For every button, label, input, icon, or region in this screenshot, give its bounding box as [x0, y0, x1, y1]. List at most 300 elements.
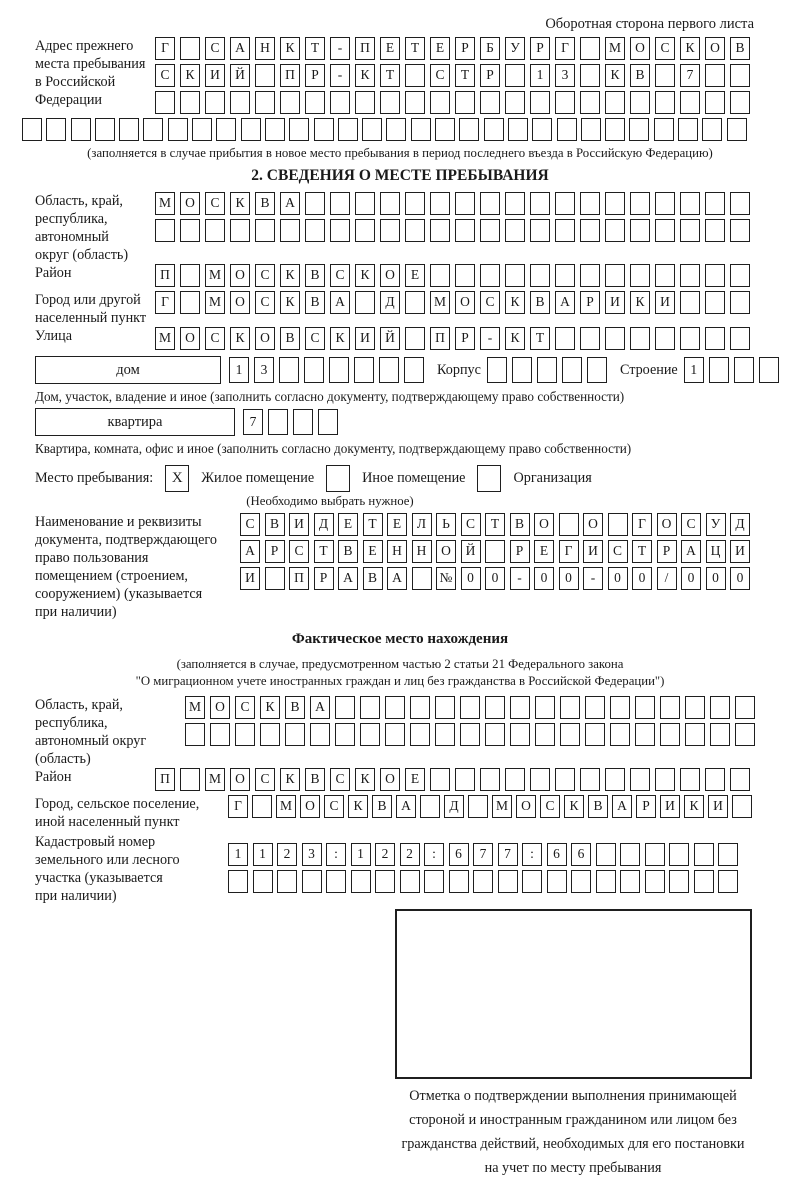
label-line: Адрес прежнего	[35, 38, 134, 54]
char-cell-empty	[468, 795, 488, 818]
char-cell: Р	[510, 540, 530, 563]
label-line: право пользования	[35, 550, 149, 566]
char-cell-empty	[205, 219, 225, 242]
char-cell-empty	[680, 192, 700, 215]
char-cell-empty	[192, 118, 212, 141]
char-cell-empty	[705, 291, 725, 314]
actual-location-title: Фактическое место нахождения	[291, 631, 509, 647]
char-cell: Т	[380, 64, 400, 87]
char-cell-empty	[330, 91, 350, 114]
char-cell-empty	[555, 91, 575, 114]
char-cell: К	[230, 192, 250, 215]
char-cell: И	[289, 513, 309, 536]
char-cell: С	[235, 696, 255, 719]
char-cell: К	[355, 64, 375, 87]
char-cell-empty	[660, 696, 680, 719]
district-label: Район	[35, 265, 72, 281]
char-cell-empty	[379, 357, 399, 383]
char-cell: -	[330, 37, 350, 60]
char-cell: Р	[455, 37, 475, 60]
previous-address-grid	[155, 37, 755, 118]
char-cell-empty	[630, 91, 650, 114]
char-cell-empty	[335, 723, 355, 746]
char-cell-empty	[435, 118, 455, 141]
street-label: Улица	[35, 328, 73, 344]
char-cell-empty	[484, 118, 504, 141]
char-cell: /	[657, 567, 677, 590]
char-cell: С	[540, 795, 560, 818]
char-cell: О	[180, 327, 200, 350]
char-cell: С	[305, 327, 325, 350]
char-cell-empty	[420, 795, 440, 818]
char-cell: 6	[547, 843, 567, 866]
char-cell-empty	[289, 118, 309, 141]
char-cell-empty	[730, 64, 750, 87]
char-cell: Е	[338, 513, 358, 536]
char-cell: 1	[253, 843, 273, 866]
label-line: Область, край,	[35, 193, 123, 209]
actual-region-row-2	[185, 723, 760, 746]
previous-address-section	[0, 37, 800, 162]
char-cell: И	[605, 291, 625, 314]
char-cell: К	[280, 768, 300, 791]
house-row	[35, 356, 800, 384]
caption-line: стороной и иностранным гражданином или лицом без	[409, 1112, 737, 1128]
house-caption: Дом, участок, владение и иное (заполнить согласно документу, подтверждающему право собственности)	[35, 389, 625, 404]
char-cell-empty	[655, 64, 675, 87]
char-cell: №	[436, 567, 456, 590]
stay-type-label: Место пребывания:	[35, 470, 154, 486]
street-row	[35, 327, 800, 354]
char-cell: Е	[405, 264, 425, 287]
char-cell-empty	[610, 696, 630, 719]
char-cell-empty	[180, 219, 200, 242]
char-cell-empty	[705, 192, 725, 215]
char-cell-empty	[305, 219, 325, 242]
cadastral-row-1	[228, 843, 743, 866]
char-cell-empty	[710, 723, 730, 746]
char-cell-empty	[180, 768, 200, 791]
char-cell-empty	[605, 264, 625, 287]
char-cell-empty	[596, 843, 616, 866]
char-cell-empty	[630, 192, 650, 215]
label-line: Область, край,	[35, 697, 123, 713]
char-cell-empty	[449, 870, 469, 893]
document-label	[35, 513, 240, 621]
char-cell-empty	[405, 192, 425, 215]
char-cell-empty	[255, 64, 275, 87]
char-cell-empty	[560, 723, 580, 746]
char-cell-empty	[680, 219, 700, 242]
char-cell-empty	[230, 219, 250, 242]
char-cell: В	[372, 795, 392, 818]
char-cell: К	[355, 768, 375, 791]
street-cells	[155, 327, 755, 350]
char-cell-empty	[404, 357, 424, 383]
char-cell: А	[387, 567, 407, 590]
document-row-1	[240, 513, 755, 536]
char-cell-empty	[596, 870, 616, 893]
char-cell-empty	[71, 118, 91, 141]
prev-address-row-2	[155, 64, 755, 87]
char-cell: И	[708, 795, 728, 818]
label-line: населенный пункт	[35, 310, 147, 326]
cadastral-grid	[228, 833, 743, 897]
char-cell: 0	[706, 567, 726, 590]
char-cell: Р	[265, 540, 285, 563]
char-cell: 0	[485, 567, 505, 590]
char-cell: С	[430, 64, 450, 87]
char-cell: Р	[636, 795, 656, 818]
char-cell: Б	[480, 37, 500, 60]
char-cell-empty	[555, 768, 575, 791]
char-cell: Р	[657, 540, 677, 563]
char-cell-empty	[727, 118, 747, 141]
char-cell-empty	[605, 219, 625, 242]
char-cell: С	[240, 513, 260, 536]
char-cell: Т	[455, 64, 475, 87]
char-cell: В	[363, 567, 383, 590]
cadastral-row	[35, 833, 800, 905]
char-cell: П	[289, 567, 309, 590]
char-cell-empty	[268, 409, 288, 435]
char-cell-empty	[280, 219, 300, 242]
char-cell-empty	[455, 219, 475, 242]
label-line: Федерации	[35, 92, 103, 108]
char-cell-empty	[730, 768, 750, 791]
char-cell: П	[430, 327, 450, 350]
char-cell-empty	[487, 357, 507, 383]
char-cell-empty	[355, 91, 375, 114]
char-cell-empty	[302, 870, 322, 893]
stroenie-cells	[684, 357, 784, 383]
char-cell-empty	[680, 264, 700, 287]
char-cell-empty	[522, 870, 542, 893]
char-cell-empty	[360, 723, 380, 746]
char-cell-empty	[580, 91, 600, 114]
char-cell: И	[355, 327, 375, 350]
char-cell-empty	[705, 768, 725, 791]
char-cell-empty	[505, 192, 525, 215]
char-cell-empty	[329, 357, 349, 383]
char-cell: О	[380, 264, 400, 287]
char-cell: С	[324, 795, 344, 818]
char-cell-empty	[435, 723, 455, 746]
char-cell: 0	[534, 567, 554, 590]
char-cell: 7	[473, 843, 493, 866]
char-cell: 0	[559, 567, 579, 590]
char-cell-empty	[385, 723, 405, 746]
char-cell: И	[205, 64, 225, 87]
char-cell-empty	[555, 264, 575, 287]
char-cell: 2	[400, 843, 420, 866]
char-cell: М	[605, 37, 625, 60]
char-cell: К	[260, 696, 280, 719]
char-cell-empty	[580, 37, 600, 60]
char-cell: Р	[480, 64, 500, 87]
char-cell-empty	[46, 118, 66, 141]
apartment-type-box: квартира	[35, 408, 235, 436]
char-cell-empty	[405, 291, 425, 314]
char-cell: 1	[530, 64, 550, 87]
char-cell-empty	[555, 327, 575, 350]
char-cell-empty	[505, 219, 525, 242]
caption-line: гражданства действий, необходимых для его постановки	[401, 1136, 745, 1152]
char-cell: Л	[412, 513, 432, 536]
char-cell: А	[310, 696, 330, 719]
prev-address-row-1	[155, 37, 755, 60]
char-cell: О	[705, 37, 725, 60]
char-cell-empty	[460, 696, 480, 719]
label-line: сооружением) (указывается	[35, 586, 203, 602]
region-row	[35, 192, 800, 264]
char-cell: М	[185, 696, 205, 719]
char-cell: С	[205, 192, 225, 215]
label-line: Город, сельское поселение,	[35, 796, 200, 812]
char-cell: Т	[405, 37, 425, 60]
char-cell: О	[436, 540, 456, 563]
char-cell: М	[492, 795, 512, 818]
char-cell-empty	[508, 118, 528, 141]
char-cell-empty	[119, 118, 139, 141]
char-cell-empty	[694, 870, 714, 893]
char-cell-empty	[510, 723, 530, 746]
char-cell: К	[505, 327, 525, 350]
char-cell: Н	[255, 37, 275, 60]
char-cell: Й	[461, 540, 481, 563]
char-cell-empty	[480, 768, 500, 791]
char-cell: 1	[684, 357, 704, 383]
char-cell: С	[330, 264, 350, 287]
label-line: в Российской	[35, 74, 116, 90]
char-cell-empty	[405, 219, 425, 242]
char-cell-empty	[412, 567, 432, 590]
char-cell: 0	[632, 567, 652, 590]
actual-district-label: Район	[35, 769, 72, 785]
char-cell-empty	[335, 696, 355, 719]
char-cell: 1	[229, 357, 249, 383]
char-cell: Д	[730, 513, 750, 536]
char-cell-empty	[510, 696, 530, 719]
char-cell: О	[380, 768, 400, 791]
char-cell-empty	[480, 91, 500, 114]
char-cell-empty	[587, 357, 607, 383]
char-cell-empty	[430, 768, 450, 791]
char-cell: Г	[155, 291, 175, 314]
char-cell-empty	[630, 327, 650, 350]
char-cell-empty	[730, 327, 750, 350]
char-cell-empty	[485, 723, 505, 746]
char-cell: М	[205, 768, 225, 791]
char-cell-empty	[279, 357, 299, 383]
char-cell-empty	[580, 64, 600, 87]
char-cell: -	[510, 567, 530, 590]
char-cell-empty	[330, 192, 350, 215]
char-cell-empty	[605, 327, 625, 350]
option-label-other-premises: Иное помещение	[362, 470, 466, 486]
char-cell-empty	[180, 264, 200, 287]
char-cell: С	[255, 768, 275, 791]
char-cell: С	[255, 264, 275, 287]
char-cell-empty	[459, 118, 479, 141]
char-cell: Г	[559, 540, 579, 563]
char-cell: 7	[243, 409, 263, 435]
char-cell-empty	[560, 696, 580, 719]
region-row-2	[155, 219, 755, 242]
char-cell-empty	[680, 291, 700, 314]
char-cell-empty	[360, 696, 380, 719]
char-cell: Ь	[436, 513, 456, 536]
char-cell: У	[505, 37, 525, 60]
char-cell: 1	[228, 843, 248, 866]
char-cell: Р	[530, 37, 550, 60]
char-cell-empty	[581, 118, 601, 141]
region-label	[35, 192, 155, 264]
char-cell-empty	[655, 327, 675, 350]
cadastral-label	[35, 833, 228, 905]
label-line: Кадастровый номер	[35, 834, 156, 850]
label-line: при наличии)	[35, 604, 117, 620]
char-cell-empty	[430, 264, 450, 287]
char-cell: М	[276, 795, 296, 818]
char-cell: Р	[455, 327, 475, 350]
char-cell-empty	[505, 264, 525, 287]
region-grid	[155, 192, 755, 246]
char-cell-empty	[293, 409, 313, 435]
city-cells	[155, 291, 755, 314]
char-cell-empty	[759, 357, 779, 383]
char-cell-empty	[430, 192, 450, 215]
char-cell: О	[255, 327, 275, 350]
char-cell: К	[505, 291, 525, 314]
char-cell-empty	[380, 192, 400, 215]
actual-city-label	[35, 795, 228, 831]
char-cell: 6	[571, 843, 591, 866]
char-cell: С	[255, 291, 275, 314]
document-row-3	[240, 567, 755, 590]
char-cell-empty	[485, 540, 505, 563]
char-cell-empty	[645, 843, 665, 866]
option-label-organization: Организация	[513, 470, 592, 486]
char-cell-empty	[375, 870, 395, 893]
char-cell-empty	[460, 723, 480, 746]
char-cell-empty	[730, 264, 750, 287]
actual-region-label	[35, 696, 185, 768]
char-cell-empty	[535, 696, 555, 719]
char-cell-empty	[629, 118, 649, 141]
char-cell-empty	[680, 327, 700, 350]
label-line: автономный	[35, 229, 109, 245]
char-cell-empty	[705, 327, 725, 350]
char-cell-empty	[228, 870, 248, 893]
label-line: документа, подтверждающего	[35, 532, 217, 548]
char-cell-empty	[435, 696, 455, 719]
char-cell-empty	[405, 327, 425, 350]
char-cell: Д	[444, 795, 464, 818]
char-cell: О	[230, 264, 250, 287]
char-cell-empty	[555, 219, 575, 242]
char-cell-empty	[512, 357, 532, 383]
char-cell-empty	[338, 118, 358, 141]
label-line: места пребывания	[35, 56, 146, 72]
char-cell-empty	[680, 768, 700, 791]
char-cell: У	[706, 513, 726, 536]
char-cell-empty	[285, 723, 305, 746]
char-cell: П	[155, 768, 175, 791]
char-cell-empty	[210, 723, 230, 746]
char-cell: Н	[387, 540, 407, 563]
char-cell: К	[630, 291, 650, 314]
label-line: иной населенный пункт	[35, 814, 180, 830]
char-cell-empty	[405, 91, 425, 114]
cadastral-row-2	[228, 870, 743, 893]
char-cell-empty	[473, 870, 493, 893]
char-cell: Д	[314, 513, 334, 536]
city-row	[35, 291, 800, 327]
char-cell: С	[655, 37, 675, 60]
char-cell-empty	[685, 723, 705, 746]
char-cell: :	[326, 843, 346, 866]
char-cell: Т	[530, 327, 550, 350]
char-cell-empty	[455, 768, 475, 791]
checkbox-other-premises	[326, 465, 350, 492]
char-cell: Ц	[706, 540, 726, 563]
label-line: земельного или лесного	[35, 852, 180, 868]
char-cell-empty	[620, 843, 640, 866]
char-cell-empty	[168, 118, 188, 141]
char-cell: К	[355, 264, 375, 287]
char-cell: :	[522, 843, 542, 866]
char-cell-empty	[330, 219, 350, 242]
actual-city-cells	[228, 795, 756, 818]
prev-address-row-4	[22, 118, 800, 141]
char-cell-empty	[605, 91, 625, 114]
char-cell: Е	[534, 540, 554, 563]
char-cell-empty	[734, 357, 754, 383]
char-cell: Г	[228, 795, 248, 818]
char-cell-empty	[185, 723, 205, 746]
char-cell: А	[612, 795, 632, 818]
label-line: при наличии)	[35, 888, 117, 904]
char-cell: -	[330, 64, 350, 87]
char-cell-empty	[386, 118, 406, 141]
char-cell: А	[240, 540, 260, 563]
char-cell: Й	[230, 64, 250, 87]
char-cell: В	[588, 795, 608, 818]
char-cell-empty	[216, 118, 236, 141]
char-cell: Р	[314, 567, 334, 590]
actual-district-cells	[155, 768, 755, 791]
apartment-caption: Квартира, комната, офис и иное (заполнить согласно документу, подтверждающему право собственности)	[35, 441, 632, 456]
char-cell: П	[280, 64, 300, 87]
char-cell: С	[205, 37, 225, 60]
char-cell-empty	[580, 264, 600, 287]
char-cell-empty	[655, 192, 675, 215]
char-cell: :	[424, 843, 444, 866]
char-cell-empty	[255, 91, 275, 114]
char-cell-empty	[411, 118, 431, 141]
char-cell-empty	[730, 91, 750, 114]
char-cell: Г	[155, 37, 175, 60]
char-cell: В	[530, 291, 550, 314]
char-cell: О	[516, 795, 536, 818]
char-cell: 6	[449, 843, 469, 866]
checkbox-residential: X	[165, 465, 189, 492]
char-cell: В	[630, 64, 650, 87]
char-cell: 0	[730, 567, 750, 590]
district-row	[35, 264, 800, 291]
char-cell: Е	[387, 513, 407, 536]
